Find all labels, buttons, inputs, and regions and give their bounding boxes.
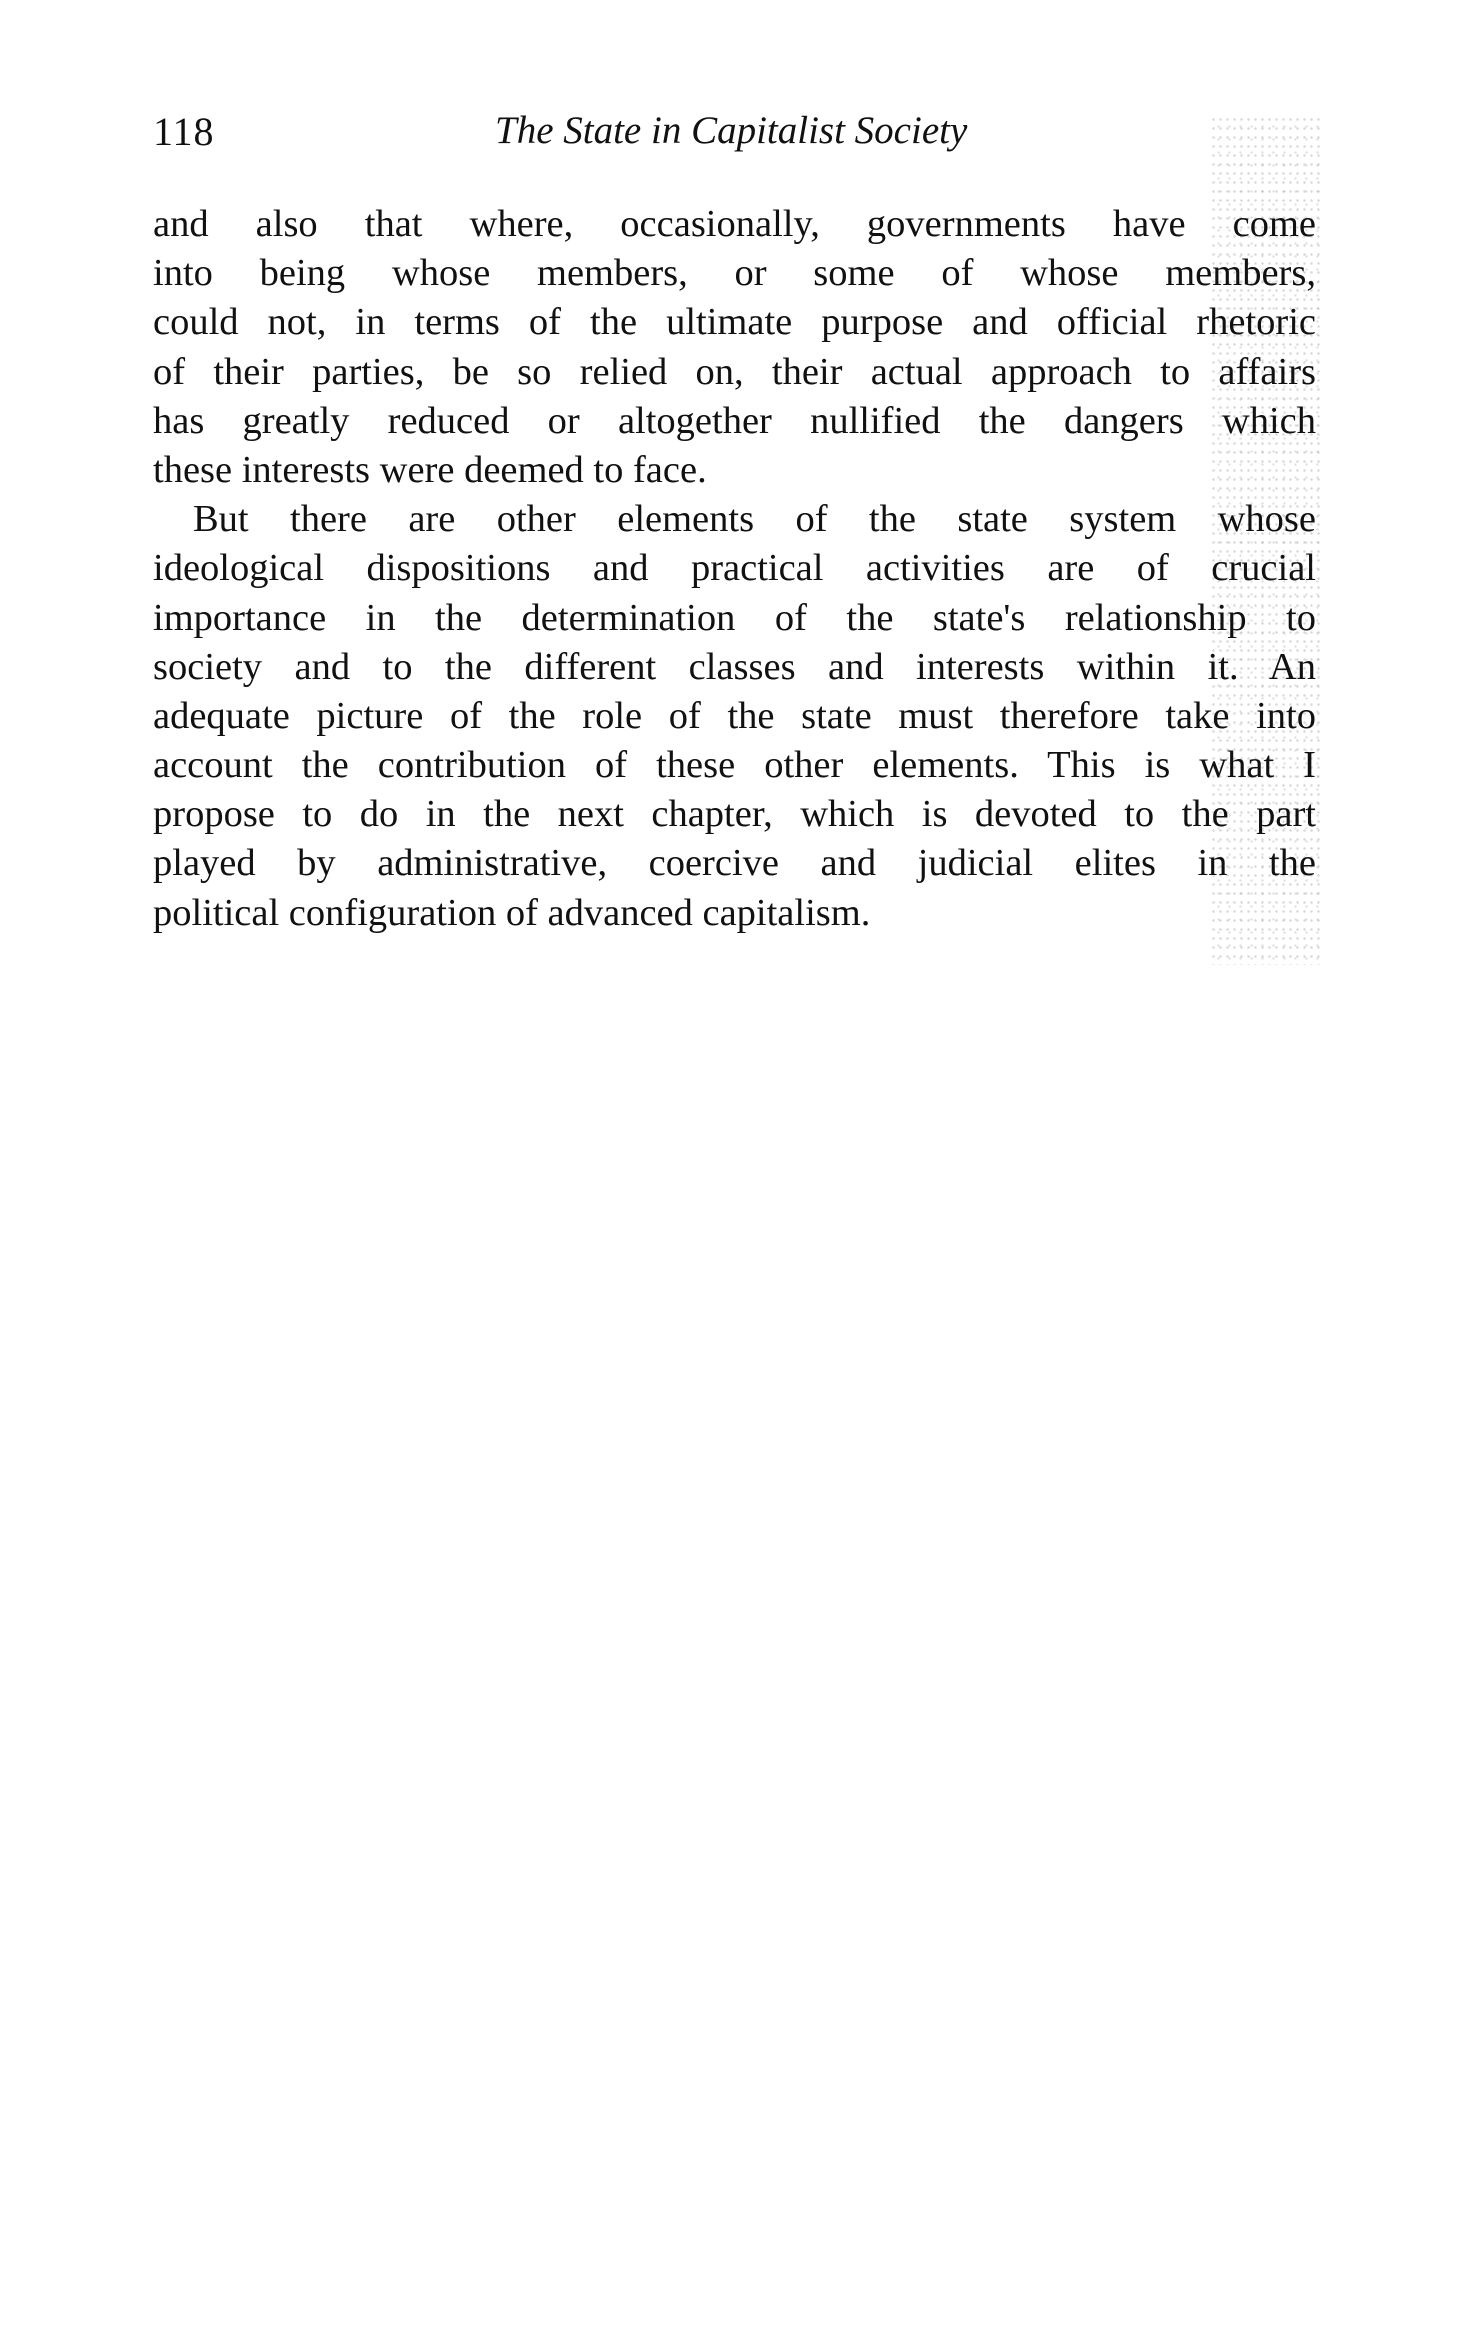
text-line: But there are other elements of the state system whose xyxy=(193,498,1316,541)
text-line: ideological dispositions and practical activities are of crucial xyxy=(153,547,1316,590)
text-line: has greatly reduced or altogether nullified the dangers which xyxy=(153,399,1316,442)
text-line: adequate picture of the role of the state must therefore take into xyxy=(153,694,1316,737)
text-line: could not, in terms of the ultimate purpose and official rhetoric xyxy=(153,301,1316,344)
text-line: account the contribution of these other elements. This is what I xyxy=(153,744,1316,787)
text-line: propose to do in the next chapter, which is devoted to the part xyxy=(153,793,1316,836)
text-line: importance in the determination of the state's relationship to xyxy=(153,596,1316,639)
running-title: The State in Capitalist Society xyxy=(495,109,968,152)
page-number: 118 xyxy=(153,109,215,154)
text-line: of their parties, be so relied on, their actual approach to affairs xyxy=(153,350,1316,393)
text-line: political configuration of advanced capitalism. xyxy=(153,891,871,934)
running-head xyxy=(153,108,1283,158)
body-text xyxy=(153,200,1316,938)
text-line: and also that where, occasionally, governments have come xyxy=(153,203,1316,245)
text-line: played by administrative, coercive and judicial elites in the xyxy=(153,842,1316,885)
text-line: into being whose members, or some of whose members, xyxy=(153,252,1316,295)
text-line: society and to the different classes and interests within it. An xyxy=(153,645,1316,688)
text-line: these interests were deemed to face. xyxy=(153,448,707,491)
